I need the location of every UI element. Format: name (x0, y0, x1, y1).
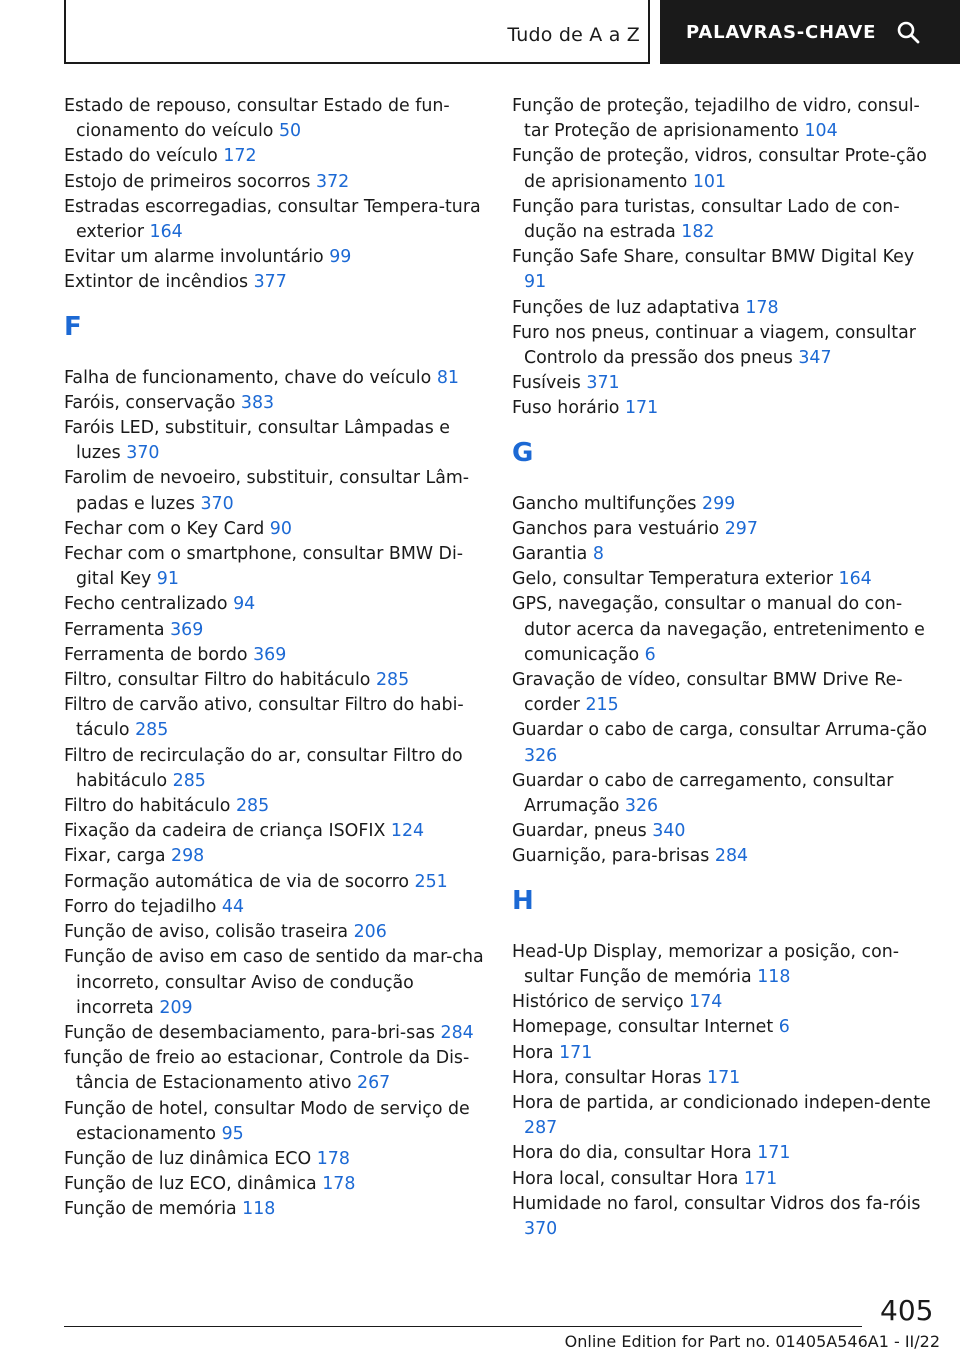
index-entry (512, 940, 932, 990)
index-entry-text: Função de luz dinâmica ECO (64, 1148, 312, 1169)
index-entry (64, 416, 484, 466)
index-entry-text: Guardar o cabo de carregamento, consultar Arrumação (512, 770, 894, 817)
index-entry (512, 567, 932, 592)
page-link[interactable]: 99 (329, 247, 352, 268)
page-link[interactable]: 326 (624, 796, 659, 817)
index-entry-text: Fusíveis (512, 373, 581, 394)
index-entry (512, 245, 932, 295)
index-entry (64, 844, 484, 869)
page-link[interactable]: 44 (221, 896, 245, 917)
page-link[interactable]: 297 (724, 518, 758, 539)
index-entry-text: Estado do veículo (64, 146, 218, 167)
page-link[interactable]: 91 (156, 569, 179, 590)
index-entry (64, 1197, 484, 1222)
index-entry (512, 1066, 932, 1091)
page-link[interactable]: 287 (524, 1118, 558, 1139)
index-entry (64, 592, 484, 617)
page-link[interactable]: 285 (135, 720, 169, 741)
index-entry-text: Fixação da cadeira de criança ISOFIX (64, 821, 386, 842)
index-entry (64, 693, 484, 743)
index-entry (512, 517, 932, 542)
page-link[interactable]: 171 (743, 1168, 778, 1189)
header-left-rule (64, 0, 66, 64)
page-link[interactable]: 6 (644, 644, 656, 665)
index-entry-text: Função de memória (64, 1199, 237, 1220)
index-entry (64, 945, 484, 1021)
index-entry-text: Humidade no farol, consultar Vidros dos fa-róis (512, 1193, 921, 1214)
index-entry-text: Evitar um alarme involuntário (64, 247, 324, 268)
page-link[interactable]: 104 (804, 121, 838, 142)
page-link[interactable]: 299 (702, 493, 736, 514)
index-entry (64, 245, 484, 270)
index-entry-text: Falha de funcionamento, chave do veículo (64, 367, 432, 388)
page-link[interactable]: 171 (757, 1143, 791, 1164)
page-number: 405 (880, 1294, 934, 1327)
section-letter: H (512, 885, 534, 916)
index-entry-text: Fuso horário (512, 398, 620, 419)
index-entry-text: Head-Up Display, memorizar a posição, con-sultar Função de memória (512, 941, 900, 987)
search-icon (896, 20, 920, 44)
index-entry (64, 870, 484, 895)
index-entry (64, 366, 484, 391)
index-entry-text: Função de desembaciamento, para-bri-sas (64, 1022, 435, 1043)
page-link[interactable]: 171 (707, 1067, 741, 1088)
index-entry-text: Fechar com o Key Card (64, 518, 265, 539)
tab-keywords-label: PALAVRAS-CHAVE (686, 21, 877, 43)
page-link[interactable]: 50 (278, 121, 302, 142)
index-entry-text: Ferramenta de bordo (64, 644, 248, 665)
index-entry (64, 744, 484, 794)
index-entry-text: Função para turistas, consultar Lado de con-dução na estrada (512, 196, 900, 243)
page-link[interactable]: 215 (585, 695, 619, 716)
page-link[interactable]: 182 (681, 222, 715, 243)
index-entry-text: Farolim de nevoeiro, substituir, consultar Lâm-padas e luzes (64, 468, 470, 514)
page-link[interactable]: 6 (778, 1017, 790, 1038)
page-link[interactable]: 251 (414, 871, 448, 892)
index-entry (512, 371, 932, 396)
index-entry-text: GPS, navegação, consultar o manual do con-dutor acerca da navegação, entretenimento e comunicação (512, 594, 925, 665)
index-entry (512, 94, 932, 144)
index-entry (512, 1167, 932, 1192)
index-entry (512, 492, 932, 517)
index-entry (64, 1046, 484, 1096)
index-entry (512, 321, 932, 371)
index-entry (512, 1192, 932, 1242)
index-entry (64, 1097, 484, 1147)
section-letter: G (512, 437, 534, 468)
index-entry-text: Fecho centralizado (64, 594, 228, 615)
page-link[interactable]: 164 (149, 222, 183, 243)
index-entry (512, 769, 932, 819)
index-entry-text: Gancho multifunções (512, 493, 697, 514)
index-column-left (64, 94, 484, 1223)
page-link[interactable]: 326 (524, 745, 558, 766)
index-entry (512, 542, 932, 567)
page-link[interactable]: 340 (652, 821, 686, 842)
index-entry (512, 1141, 932, 1166)
index-entry (512, 718, 932, 768)
index-entry (64, 819, 484, 844)
page-link[interactable]: 124 (390, 821, 425, 842)
page-link[interactable]: 209 (159, 997, 193, 1018)
index-entry (64, 643, 484, 668)
page-link[interactable]: 81 (436, 367, 459, 388)
index-entry (64, 391, 484, 416)
page-link[interactable]: 285 (235, 796, 270, 817)
index-entry-text: Fechar com o smartphone, consultar BMW Di-gital Key (64, 544, 464, 590)
page-link[interactable]: 284 (714, 846, 749, 867)
index-entry (64, 195, 484, 245)
index-entry-text: Hora, consultar Horas (512, 1067, 702, 1088)
index-entry (512, 1015, 932, 1040)
index-entry (512, 1091, 932, 1141)
page-link[interactable]: 164 (838, 569, 872, 590)
index-entry (64, 144, 484, 169)
index-entry-text: Hora local, consultar Hora (512, 1168, 739, 1189)
page-link[interactable]: 370 (126, 443, 160, 464)
index-entry (64, 466, 484, 516)
tab-keywords[interactable] (660, 0, 960, 64)
index-entry (512, 668, 932, 718)
index-entry (64, 94, 484, 144)
page-link[interactable]: 285 (172, 770, 206, 791)
page-link[interactable]: 118 (757, 966, 791, 987)
index-entry (64, 1021, 484, 1046)
page-link[interactable]: 347 (798, 348, 832, 369)
index-entry (512, 144, 932, 194)
index-entry-text: Forro do tejadilho (64, 896, 217, 917)
index-entry (512, 819, 932, 844)
header-divider (648, 0, 650, 64)
index-entry-text: Fixar, carga (64, 846, 166, 867)
index-entry (64, 920, 484, 945)
index-entry-text: Ferramenta (64, 619, 165, 640)
page-link[interactable]: 178 (745, 297, 779, 318)
index-column-right (512, 94, 932, 1242)
page-link[interactable]: 372 (316, 171, 350, 192)
index-entry-text: Faróis LED, substituir, consultar Lâmpadas e luzes (64, 418, 450, 464)
page-link[interactable]: 369 (253, 644, 287, 665)
page-link[interactable]: 178 (316, 1148, 350, 1169)
index-entry (512, 592, 932, 668)
index-entry (64, 668, 484, 693)
index-entry (512, 296, 932, 321)
page-link[interactable]: 91 (524, 272, 547, 293)
index-entry-text: Função de aviso em caso de sentido da mar-cha incorreto, consultar Aviso de condução incorreta (64, 947, 484, 1018)
index-entry-text: Guardar o cabo de carga, consultar Arruma-ção (512, 720, 927, 741)
index-entry (64, 1147, 484, 1172)
index-entry (64, 517, 484, 542)
section-letter: F (64, 311, 82, 342)
index-entry-text: Função de proteção, tejadilho de vidro, consul-tar Proteção de aprisionamento (512, 96, 920, 142)
index-entry-text: Hora (512, 1042, 554, 1063)
page-link[interactable]: 172 (223, 146, 257, 167)
index-entry-text: Função de luz ECO, dinâmica (64, 1174, 317, 1195)
index-entry (64, 270, 484, 295)
index-entry-text: Estado de repouso, consultar Estado de fun-cionamento do veículo (64, 96, 450, 142)
index-entry (512, 396, 932, 421)
header-bottom-rule (64, 62, 650, 64)
index-entry-text: Gravação de vídeo, consultar BMW Drive Re-corder (512, 670, 903, 716)
page-link[interactable]: 171 (624, 398, 659, 419)
index-entry-text: Guarnição, para-brisas (512, 846, 710, 867)
index-entry-text: Extintor de incêndios (64, 272, 249, 293)
index-entry-text: Gelo, consultar Temperatura exterior (512, 569, 833, 590)
page-link[interactable]: 206 (353, 922, 387, 943)
index-entry-text: Furo nos pneus, continuar a viagem, consultar Controlo da pressão dos pneus (512, 322, 916, 369)
index-entry-text: Filtro de recirculação do ar, consultar Filtro do habitáculo (64, 745, 463, 791)
page-link[interactable]: 383 (240, 392, 275, 413)
index-entry (64, 618, 484, 643)
index-entry-text: Hora de partida, ar condicionado indepen-dente (512, 1092, 931, 1113)
index-entry-text: Faróis, conservação (64, 392, 236, 413)
page-link[interactable]: 8 (592, 544, 604, 565)
index-entry-text: Garantia (512, 544, 588, 565)
page-link[interactable]: 90 (269, 518, 292, 539)
index-entry-text: Estojo de primeiros socorros (64, 171, 311, 192)
page-link[interactable]: 118 (242, 1199, 276, 1220)
footer-rule (64, 1326, 862, 1327)
page-link[interactable]: 298 (171, 846, 205, 867)
index-entry-text: Função de hotel, consultar Modo de serviço de estacionamento (64, 1098, 470, 1144)
index-entry (64, 895, 484, 920)
page-link[interactable]: 101 (692, 171, 727, 192)
page-link[interactable]: 377 (253, 272, 287, 293)
index-entry-text: Funções de luz adaptativa (512, 297, 740, 318)
index-entry-text: Histórico de serviço (512, 992, 684, 1013)
page-link[interactable]: 178 (322, 1174, 356, 1195)
index-entry (64, 794, 484, 819)
index-entry (512, 1041, 932, 1066)
index-entry-text: Função de proteção, vidros, consultar Prote-ção de aprisionamento (512, 146, 927, 192)
index-entry (64, 542, 484, 592)
page-link[interactable]: 94 (233, 594, 256, 615)
index-entry-text: Estradas escorregadias, consultar Tempera-tura exterior (64, 196, 481, 243)
index-entry-text: Formação automática de via de socorro (64, 871, 409, 892)
tab-a-to-z[interactable]: Tudo de A a Z (507, 24, 640, 46)
index-entry-text: função de freio ao estacionar, Controle da Dis-tância de Estacionamento ativo (64, 1048, 470, 1094)
index-entry-text: Ganchos para vestuário (512, 518, 720, 539)
footer-edition-text: Online Edition for Part no. 01405A546A1 - II/22 (564, 1332, 940, 1351)
page-link[interactable]: 95 (221, 1123, 244, 1144)
page-link[interactable]: 171 (559, 1042, 593, 1063)
index-entry-text: Guardar, pneus (512, 821, 647, 842)
page-link[interactable]: 284 (440, 1022, 474, 1043)
page-link[interactable]: 371 (586, 373, 620, 394)
page-link[interactable]: 369 (170, 619, 204, 640)
index-entry-text: Função Safe Share, consultar BMW Digital Key (512, 247, 915, 268)
page-link[interactable]: 285 (375, 670, 410, 691)
index-entry (512, 195, 932, 245)
index-entry (512, 844, 932, 869)
page-link[interactable]: 370 (200, 493, 234, 514)
index-entry-text: Filtro do habitáculo (64, 796, 231, 817)
index-entry (64, 1172, 484, 1197)
index-entry-text: Hora do dia, consultar Hora (512, 1143, 752, 1164)
page-link[interactable]: 267 (357, 1073, 391, 1094)
index-entry-text: Filtro de carvão ativo, consultar Filtro do habi-táculo (64, 695, 464, 741)
page-link[interactable]: 370 (524, 1218, 558, 1239)
page-link[interactable]: 174 (689, 992, 723, 1013)
index-entry (64, 170, 484, 195)
index-entry (512, 990, 932, 1015)
index-entry-text: Homepage, consultar Internet (512, 1017, 774, 1038)
index-entry-text: Filtro, consultar Filtro do habitáculo (64, 670, 371, 691)
index-entry-text: Função de aviso, colisão traseira (64, 922, 349, 943)
